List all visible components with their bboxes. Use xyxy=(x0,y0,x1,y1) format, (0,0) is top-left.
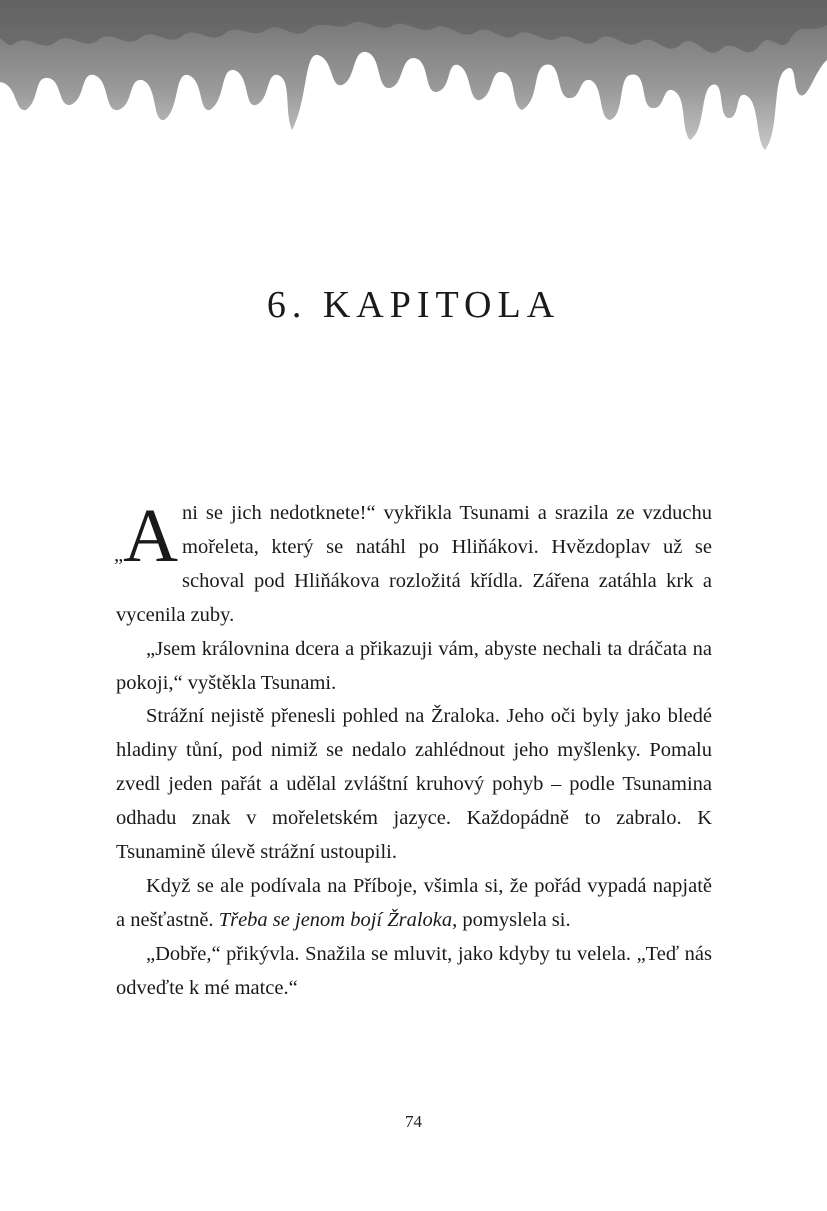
flame-border-decoration xyxy=(0,0,827,200)
page-number: 74 xyxy=(405,1112,422,1131)
paragraph: „Dobře,“ přikývla. Snažila se mluvit, jako kdyby tu velela. „Teď nás odveďte k mé matce.“ xyxy=(116,942,712,999)
paragraph-text: ni se jich nedotknete!“ vykřikla Tsunami a srazila ze xyxy=(182,502,643,524)
paragraph xyxy=(116,870,712,938)
chapter-title: 6. KAPITOLA xyxy=(266,284,561,326)
paragraph: Strážní nejistě přenesli pohled na Žraloka. Jeho oči byly jako bledé hladiny tůní, pod nimiž se nedalo zahlédnout jeho myšlenky. Pomalu zvedl jeden pařát a udělal zvláštní kruhový pohyb – podle Tsunamina odhadu znak v mořeletském jazyce. Každopádně to zabralo. K Tsunamině úlevě strážní ustoupili. xyxy=(116,705,712,864)
drop-cap-letter: A xyxy=(123,494,178,578)
paragraph-text: , pomyslela si. xyxy=(452,908,571,931)
chapter-body xyxy=(114,494,712,1006)
paragraph-text: Když se ale podívala na Příboje, všimla si, že pořád vypadá napjatě a nešťastně. xyxy=(116,874,712,931)
drop-cap xyxy=(114,494,178,578)
drop-cap-quote: „ xyxy=(114,544,124,566)
italic-thought: Třeba se jenom bojí Žraloka xyxy=(218,908,453,931)
paragraph xyxy=(114,494,712,633)
paragraph-text: vzduchu mořeleta, který se natáhl po Hliňákovi. Hvězdoplav už se schoval pod Hliňákova rozložitá křídla. Zářena zatáhla krk a vycenila zuby. xyxy=(116,502,712,626)
paragraph: „Jsem královnina dcera a přikazuji vám, abyste nechali ta dráčata na pokoji,“ vyštěkla Tsunami. xyxy=(116,637,712,694)
